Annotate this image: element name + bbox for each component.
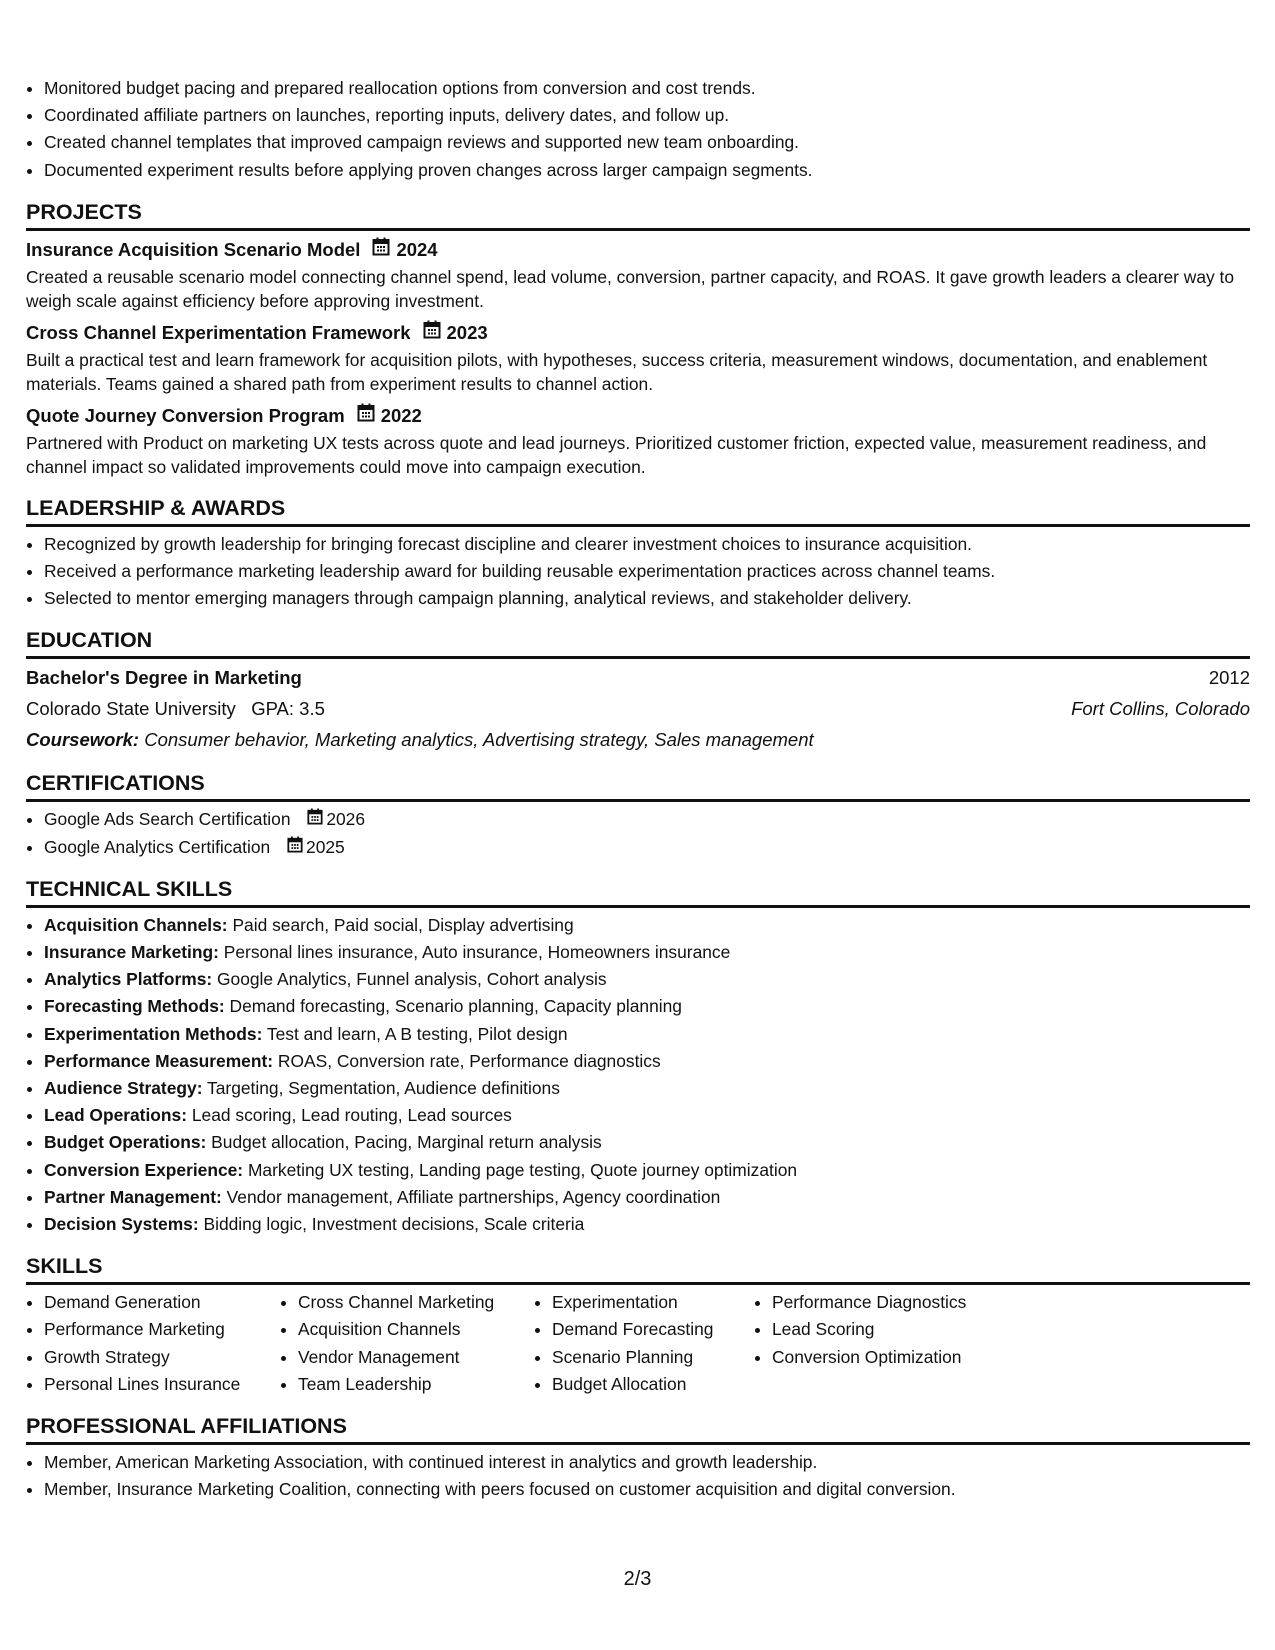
skill-item: • Performance Diagnostics <box>772 1289 1032 1316</box>
tech-skill-label: Audience Strategy: <box>44 1078 203 1099</box>
education-heading: EDUCATION <box>26 626 1250 659</box>
tech-skill-value: Bidding logic, Investment decisions, Scale criteria <box>203 1214 585 1235</box>
skill-item: • Conversion Optimization <box>772 1344 1032 1371</box>
tech-skill-label: Lead Operations: <box>44 1105 188 1126</box>
tech-skill-item <box>44 939 1250 966</box>
coursework: Consumer behavior, Marketing analytics, Advertising strategy, Sales management <box>144 729 814 751</box>
experience-bullet: • Monitored budget pacing and prepared reallocation options from conversion and cost trends. <box>44 75 1250 102</box>
skills-section <box>26 1252 1250 1398</box>
skills-column <box>26 1289 280 1398</box>
tech-skill-label: Partner Management: <box>44 1186 222 1207</box>
technical-skills-heading: TECHNICAL SKILLS <box>26 875 1250 908</box>
projects-section <box>26 198 1250 480</box>
list-item: • Recognized by growth leadership for bringing forecast discipline and clearer investment choices to insurance acquisition. <box>44 531 1250 558</box>
tech-skill-label: Conversion Experience: <box>44 1159 244 1180</box>
tech-skill-item <box>44 912 1250 939</box>
school-name: Colorado State University <box>26 698 236 720</box>
tech-skill-value: Budget allocation, Pacing, Marginal return analysis <box>211 1132 602 1153</box>
project-entry <box>26 237 1250 314</box>
tech-skill-label: Insurance Marketing: <box>44 942 219 963</box>
list-item: • Selected to mentor emerging managers through campaign planning, analytical reviews, and stakeholder delivery. <box>44 585 1250 612</box>
tech-skill-value: Vendor management, Affiliate partnerships, Agency coordination <box>226 1186 721 1207</box>
project-title: Insurance Acquisition Scenario Model <box>26 238 361 260</box>
skill-item: • Budget Allocation <box>552 1371 754 1398</box>
tech-skill-value: Paid search, Paid social, Display advertising <box>232 914 574 935</box>
skill-item: • Growth Strategy <box>44 1344 280 1371</box>
tech-skill-value: Lead scoring, Lead routing, Lead sources <box>191 1105 512 1126</box>
certification-name: Google Ads Search Certification <box>44 809 291 830</box>
tech-skill-item <box>44 1102 1250 1129</box>
tech-skill-label: Forecasting Methods: <box>44 996 225 1017</box>
skill-item: • Vendor Management <box>298 1344 534 1371</box>
skill-item: • Demand Forecasting <box>552 1316 754 1343</box>
certification-item <box>44 806 1250 833</box>
skill-item: • Performance Marketing <box>44 1316 280 1343</box>
leadership-section <box>26 494 1250 613</box>
tech-skill-item <box>44 993 1250 1020</box>
tech-skill-value: Personal lines insurance, Auto insurance, Homeowners insurance <box>223 942 731 963</box>
tech-skill-item <box>44 1021 1250 1048</box>
tech-skill-label: Acquisition Channels: <box>44 914 228 935</box>
tech-skill-item <box>44 1157 1250 1184</box>
education-section <box>26 626 1250 755</box>
skills-column <box>534 1289 754 1398</box>
tech-skill-item <box>44 1129 1250 1156</box>
tech-skill-value: ROAS, Conversion rate, Performance diagnostics <box>277 1050 661 1071</box>
tech-skill-label: Budget Operations: <box>44 1132 207 1153</box>
coursework-label: Coursework: <box>26 729 140 751</box>
tech-skill-value: Google Analytics, Funnel analysis, Cohort analysis <box>217 969 607 990</box>
tech-skill-item <box>44 966 1250 993</box>
tech-skill-label: Experimentation Methods: <box>44 1023 263 1044</box>
experience-bullet: • Coordinated affiliate partners on launches, reporting inputs, delivery dates, and follow up. <box>44 102 1250 129</box>
certification-year: 2025 <box>306 836 345 857</box>
graduation-year: 2012 <box>1208 667 1250 689</box>
projects-heading: PROJECTS <box>26 198 1250 231</box>
skills-heading: SKILLS <box>26 1252 1250 1285</box>
experience-bullet: • Documented experiment results before applying proven changes across larger campaign segments. <box>44 157 1250 184</box>
skill-item: • Cross Channel Marketing <box>298 1289 534 1316</box>
tech-skill-item <box>44 1048 1250 1075</box>
certification-item <box>44 834 1250 861</box>
certifications-section <box>26 769 1250 860</box>
resume-page <box>26 75 1250 1503</box>
project-description: Partnered with Product on marketing UX tests across quote and lead journeys. Prioritized customer friction, expected value, measurement readiness, and channel impact so validated improvements could move into campaign execution. <box>26 432 1207 478</box>
certifications-heading: CERTIFICATIONS <box>26 769 1250 802</box>
skill-item: • Scenario Planning <box>552 1344 754 1371</box>
gpa: GPA: 3.5 <box>251 698 325 720</box>
tech-skill-label: Decision Systems: <box>44 1214 199 1235</box>
technical-skills-section <box>26 875 1250 1238</box>
calendar-icon <box>423 320 441 346</box>
project-description: Created a reusable scenario model connecting channel spend, lead volume, conversion, partner capacity, and ROAS. It gave growth leaders a clearer way to weigh scale against efficiency before approving investment. <box>26 266 1235 312</box>
experience-bullet: • Created channel templates that improved campaign reviews and supported new team onboarding. <box>44 129 1250 156</box>
degree-name: Bachelor's Degree in Marketing <box>26 667 302 689</box>
calendar-icon <box>287 834 303 861</box>
page-number: 2/3 <box>623 1568 652 1590</box>
skill-item: • Lead Scoring <box>772 1316 1032 1343</box>
tech-skill-label: Performance Measurement: <box>44 1050 274 1071</box>
skill-item: • Team Leadership <box>298 1371 534 1398</box>
skills-column <box>754 1289 1032 1398</box>
experience-bullets <box>26 75 1250 184</box>
affiliations-section <box>26 1412 1250 1503</box>
tech-skill-value: Marketing UX testing, Landing page testing, Quote journey optimization <box>247 1159 798 1180</box>
calendar-icon <box>307 806 323 833</box>
tech-skill-label: Analytics Platforms: <box>44 969 213 990</box>
project-title: Cross Channel Experimentation Framework <box>26 321 411 343</box>
school-location: Fort Collins, Colorado <box>1071 698 1250 720</box>
project-description: Built a practical test and learn framework for acquisition pilots, with hypotheses, success criteria, measurement windows, documentation, and enablement materials. Teams gained a shared path from experiment results to channel action. <box>26 349 1208 395</box>
project-year: 2022 <box>380 404 422 426</box>
skill-item: • Personal Lines Insurance <box>44 1371 280 1398</box>
list-item: • Received a performance marketing leadership award for building reusable experimentation practices across channel teams. <box>44 558 1250 585</box>
project-entry <box>26 320 1250 397</box>
tech-skill-value: Targeting, Segmentation, Audience definitions <box>207 1078 560 1099</box>
leadership-heading: LEADERSHIP & AWARDS <box>26 494 1250 527</box>
tech-skill-item <box>44 1075 1250 1102</box>
skill-item: • Acquisition Channels <box>298 1316 534 1343</box>
calendar-icon <box>372 237 390 263</box>
project-title: Quote Journey Conversion Program <box>26 404 345 426</box>
project-year: 2023 <box>446 321 488 343</box>
skill-item: • Experimentation <box>552 1289 754 1316</box>
skill-item: • Demand Generation <box>44 1289 280 1316</box>
certification-year: 2026 <box>326 809 366 830</box>
project-year: 2024 <box>396 238 438 260</box>
certification-name: Google Analytics Certification <box>44 836 271 857</box>
tech-skill-item <box>44 1211 1250 1238</box>
list-item: • Member, American Marketing Association, with continued interest in analytics and growth leadership. <box>44 1449 1250 1476</box>
tech-skill-value: Demand forecasting, Scenario planning, Capacity planning <box>229 996 682 1017</box>
skills-column <box>280 1289 534 1398</box>
affiliations-heading: PROFESSIONAL AFFILIATIONS <box>26 1412 1250 1445</box>
calendar-icon <box>357 403 375 429</box>
tech-skill-value: Test and learn, A B testing, Pilot design <box>266 1023 568 1044</box>
tech-skill-item <box>44 1184 1250 1211</box>
list-item: • Member, Insurance Marketing Coalition, connecting with peers focused on customer acquisition and digital conversion. <box>44 1476 1250 1503</box>
project-entry <box>26 403 1250 480</box>
